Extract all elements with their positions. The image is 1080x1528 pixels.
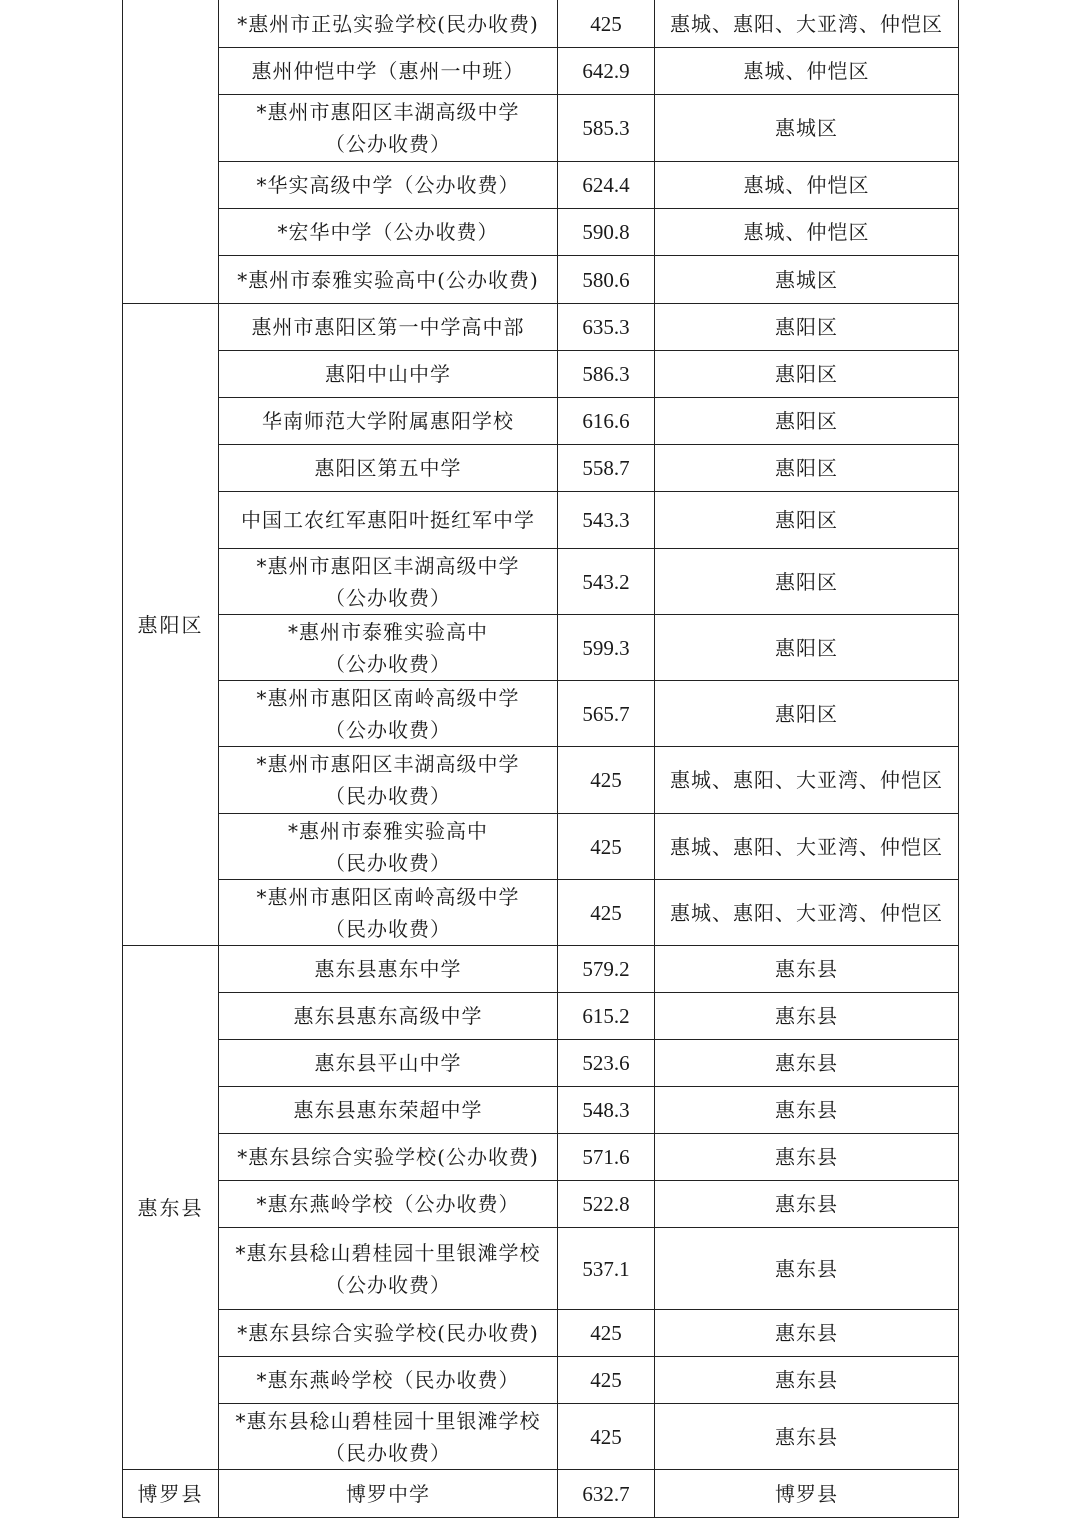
school-name-cell xyxy=(219,615,558,681)
score-cell: 548.3 xyxy=(558,1087,655,1134)
district-cell: 惠东县 xyxy=(123,946,219,1470)
table-row xyxy=(123,304,959,351)
table-row xyxy=(123,492,959,549)
enrollment-area-cell: 惠阳区 xyxy=(655,615,959,681)
school-name-line: （公办收费） xyxy=(325,132,451,156)
score-cell: 632.7 xyxy=(558,1470,655,1518)
school-name-cell xyxy=(219,209,558,256)
score-cell: 425 xyxy=(558,1310,655,1357)
school-name-line: 惠东县惠东荣超中学 xyxy=(293,1098,483,1122)
school-name-cell xyxy=(219,1087,558,1134)
table-row xyxy=(123,1228,959,1310)
school-name-line: （公办收费） xyxy=(325,717,451,742)
enrollment-area-cell: 惠城、惠阳、大亚湾、仲恺区 xyxy=(655,747,959,814)
enrollment-area-cell: 惠东县 xyxy=(655,1181,959,1228)
school-name-cell xyxy=(219,1310,558,1357)
table-row xyxy=(123,747,959,814)
enrollment-area-cell: 惠阳区 xyxy=(655,681,959,747)
school-name-line: 惠州市惠阳区第一中学高中部 xyxy=(251,315,525,339)
school-name-cell xyxy=(219,1040,558,1087)
table-row xyxy=(123,1040,959,1087)
enrollment-area-cell: 惠阳区 xyxy=(655,351,959,398)
score-cell: 590.8 xyxy=(558,209,655,256)
enrollment-area-cell: 惠城、仲恺区 xyxy=(655,162,959,209)
school-name-line: *惠东燕岭学校（民办收费） xyxy=(256,1368,520,1392)
school-name-line: *惠东燕岭学校（公办收费） xyxy=(256,1192,520,1216)
table-row xyxy=(123,209,959,256)
score-cell: 425 xyxy=(558,747,655,814)
school-name-line: *惠州市泰雅实验高中 xyxy=(288,619,488,644)
school-name-line: （公办收费） xyxy=(325,585,451,610)
school-name-line: *惠东县综合实验学校(公办收费) xyxy=(237,1145,539,1169)
school-name-line: （公办收费） xyxy=(325,1272,451,1297)
score-cell: 523.6 xyxy=(558,1040,655,1087)
enrollment-area-cell: 惠东县 xyxy=(655,993,959,1040)
school-name-cell xyxy=(219,1228,558,1310)
school-name-line: *惠州市正弘实验学校(民办收费) xyxy=(237,11,539,36)
school-name-line: *惠东县稔山碧桂园十里银滩学校 xyxy=(235,1408,541,1433)
table-row xyxy=(123,256,959,304)
enrollment-area-cell: 惠东县 xyxy=(655,1404,959,1470)
school-name-line: *惠州市惠阳区南岭高级中学 xyxy=(256,685,520,710)
school-name-line: （民办收费） xyxy=(325,1440,451,1465)
school-name-cell xyxy=(219,880,558,946)
score-cell: 642.9 xyxy=(558,48,655,95)
school-name-line: （民办收费） xyxy=(325,784,451,808)
table-row xyxy=(123,398,959,445)
score-cell: 425 xyxy=(558,0,655,48)
school-name-cell xyxy=(219,1134,558,1181)
table-row xyxy=(123,1310,959,1357)
table-row xyxy=(123,814,959,880)
school-name-line: *宏华中学（公办收费） xyxy=(277,220,499,244)
school-name-line: *惠东县稔山碧桂园十里银滩学校 xyxy=(235,1240,541,1265)
school-name-cell xyxy=(219,0,558,48)
table-row xyxy=(123,1134,959,1181)
table-row xyxy=(123,48,959,95)
enrollment-area-cell: 惠东县 xyxy=(655,1087,959,1134)
enrollment-area-cell: 惠城、惠阳、大亚湾、仲恺区 xyxy=(655,0,959,48)
enrollment-area-cell: 惠东县 xyxy=(655,1134,959,1181)
table-row xyxy=(123,1404,959,1470)
school-name-line: 惠州仲恺中学（惠州一中班） xyxy=(251,59,525,83)
school-name-line: 惠东县惠东中学 xyxy=(314,957,462,981)
table-row xyxy=(123,351,959,398)
school-name-line: 中国工农红军惠阳叶挺红军中学 xyxy=(241,508,535,532)
enrollment-area-cell: 惠东县 xyxy=(655,1357,959,1404)
table-row xyxy=(123,1087,959,1134)
district-cell xyxy=(123,0,219,304)
school-name-cell xyxy=(219,681,558,747)
enrollment-area-cell: 惠东县 xyxy=(655,946,959,993)
enrollment-area-cell: 惠东县 xyxy=(655,1040,959,1087)
enrollment-area-cell: 惠城、仲恺区 xyxy=(655,209,959,256)
school-name-line: *惠东县综合实验学校(民办收费) xyxy=(237,1321,539,1345)
school-name-line: *惠州市惠阳区丰湖高级中学 xyxy=(256,100,520,124)
school-name-line: 惠阳中山中学 xyxy=(325,362,451,386)
score-cell: 585.3 xyxy=(558,95,655,162)
enrollment-area-cell: 惠城区 xyxy=(655,95,959,162)
school-name-line: （民办收费） xyxy=(325,916,451,941)
score-cell: 635.3 xyxy=(558,304,655,351)
school-name-cell xyxy=(219,351,558,398)
table-row xyxy=(123,993,959,1040)
school-name-cell xyxy=(219,993,558,1040)
school-name-line: *惠州市惠阳区南岭高级中学 xyxy=(256,884,520,909)
score-cell: 615.2 xyxy=(558,993,655,1040)
score-cell: 522.8 xyxy=(558,1181,655,1228)
score-cell: 425 xyxy=(558,880,655,946)
score-cell: 425 xyxy=(558,814,655,880)
table-row xyxy=(123,1357,959,1404)
school-name-cell xyxy=(219,445,558,492)
table-row xyxy=(123,162,959,209)
school-name-line: *惠州市泰雅实验高中(公办收费) xyxy=(237,267,539,292)
score-cell: 586.3 xyxy=(558,351,655,398)
enrollment-area-cell: 惠阳区 xyxy=(655,445,959,492)
table-row xyxy=(123,549,959,615)
table-row xyxy=(123,1470,959,1518)
school-name-cell xyxy=(219,1181,558,1228)
enrollment-area-cell: 惠阳区 xyxy=(655,398,959,445)
admission-score-table-container xyxy=(122,0,958,1518)
district-cell: 惠阳区 xyxy=(123,304,219,946)
district-cell: 博罗县 xyxy=(123,1470,219,1518)
score-cell: 624.4 xyxy=(558,162,655,209)
score-cell: 579.2 xyxy=(558,946,655,993)
school-name-cell xyxy=(219,747,558,814)
score-cell: 425 xyxy=(558,1357,655,1404)
school-name-line: *华实高级中学（公办收费） xyxy=(256,173,520,197)
table-row xyxy=(123,615,959,681)
table-row xyxy=(123,95,959,162)
score-cell: 425 xyxy=(558,1404,655,1470)
school-name-line: *惠州市惠阳区丰湖高级中学 xyxy=(256,752,520,776)
score-cell: 558.7 xyxy=(558,445,655,492)
enrollment-area-cell: 惠城区 xyxy=(655,256,959,304)
score-cell: 543.3 xyxy=(558,492,655,549)
enrollment-area-cell: 惠阳区 xyxy=(655,549,959,615)
enrollment-area-cell: 惠阳区 xyxy=(655,492,959,549)
school-name-line: *惠州市泰雅实验高中 xyxy=(288,818,488,843)
school-name-cell xyxy=(219,48,558,95)
school-name-line: 惠阳区第五中学 xyxy=(314,456,462,480)
enrollment-area-cell: 惠城、仲恺区 xyxy=(655,48,959,95)
score-cell: 537.1 xyxy=(558,1228,655,1310)
enrollment-area-cell: 惠城、惠阳、大亚湾、仲恺区 xyxy=(655,814,959,880)
enrollment-area-cell: 博罗县 xyxy=(655,1470,959,1518)
school-name-line: 博罗中学 xyxy=(346,1481,430,1506)
score-cell: 543.2 xyxy=(558,549,655,615)
enrollment-area-cell: 惠阳区 xyxy=(655,304,959,351)
score-cell: 616.6 xyxy=(558,398,655,445)
score-cell: 565.7 xyxy=(558,681,655,747)
school-name-cell xyxy=(219,398,558,445)
enrollment-area-cell: 惠东县 xyxy=(655,1228,959,1310)
table-row xyxy=(123,0,959,48)
school-name-cell xyxy=(219,162,558,209)
school-name-cell xyxy=(219,256,558,304)
table-row xyxy=(123,681,959,747)
score-cell: 580.6 xyxy=(558,256,655,304)
table-row xyxy=(123,1181,959,1228)
school-name-cell xyxy=(219,1357,558,1404)
school-name-cell xyxy=(219,1404,558,1470)
school-name-cell xyxy=(219,1470,558,1518)
school-name-cell xyxy=(219,549,558,615)
score-cell: 599.3 xyxy=(558,615,655,681)
enrollment-area-cell: 惠东县 xyxy=(655,1310,959,1357)
enrollment-area-cell: 惠城、惠阳、大亚湾、仲恺区 xyxy=(655,880,959,946)
school-name-line: （民办收费） xyxy=(325,850,451,875)
school-name-line: *惠州市惠阳区丰湖高级中学 xyxy=(256,553,520,578)
table-row xyxy=(123,445,959,492)
school-name-cell xyxy=(219,492,558,549)
table-row xyxy=(123,880,959,946)
school-name-line: 惠东县惠东高级中学 xyxy=(293,1004,483,1028)
table-body xyxy=(123,0,959,1518)
school-name-line: 华南师范大学附属惠阳学校 xyxy=(262,409,514,433)
school-name-cell xyxy=(219,946,558,993)
school-name-cell xyxy=(219,95,558,162)
school-name-cell xyxy=(219,814,558,880)
school-name-cell xyxy=(219,304,558,351)
table-row xyxy=(123,946,959,993)
admission-score-table xyxy=(122,0,959,1518)
school-name-line: 惠东县平山中学 xyxy=(314,1051,462,1075)
score-cell: 571.6 xyxy=(558,1134,655,1181)
school-name-line: （公办收费） xyxy=(325,651,451,676)
